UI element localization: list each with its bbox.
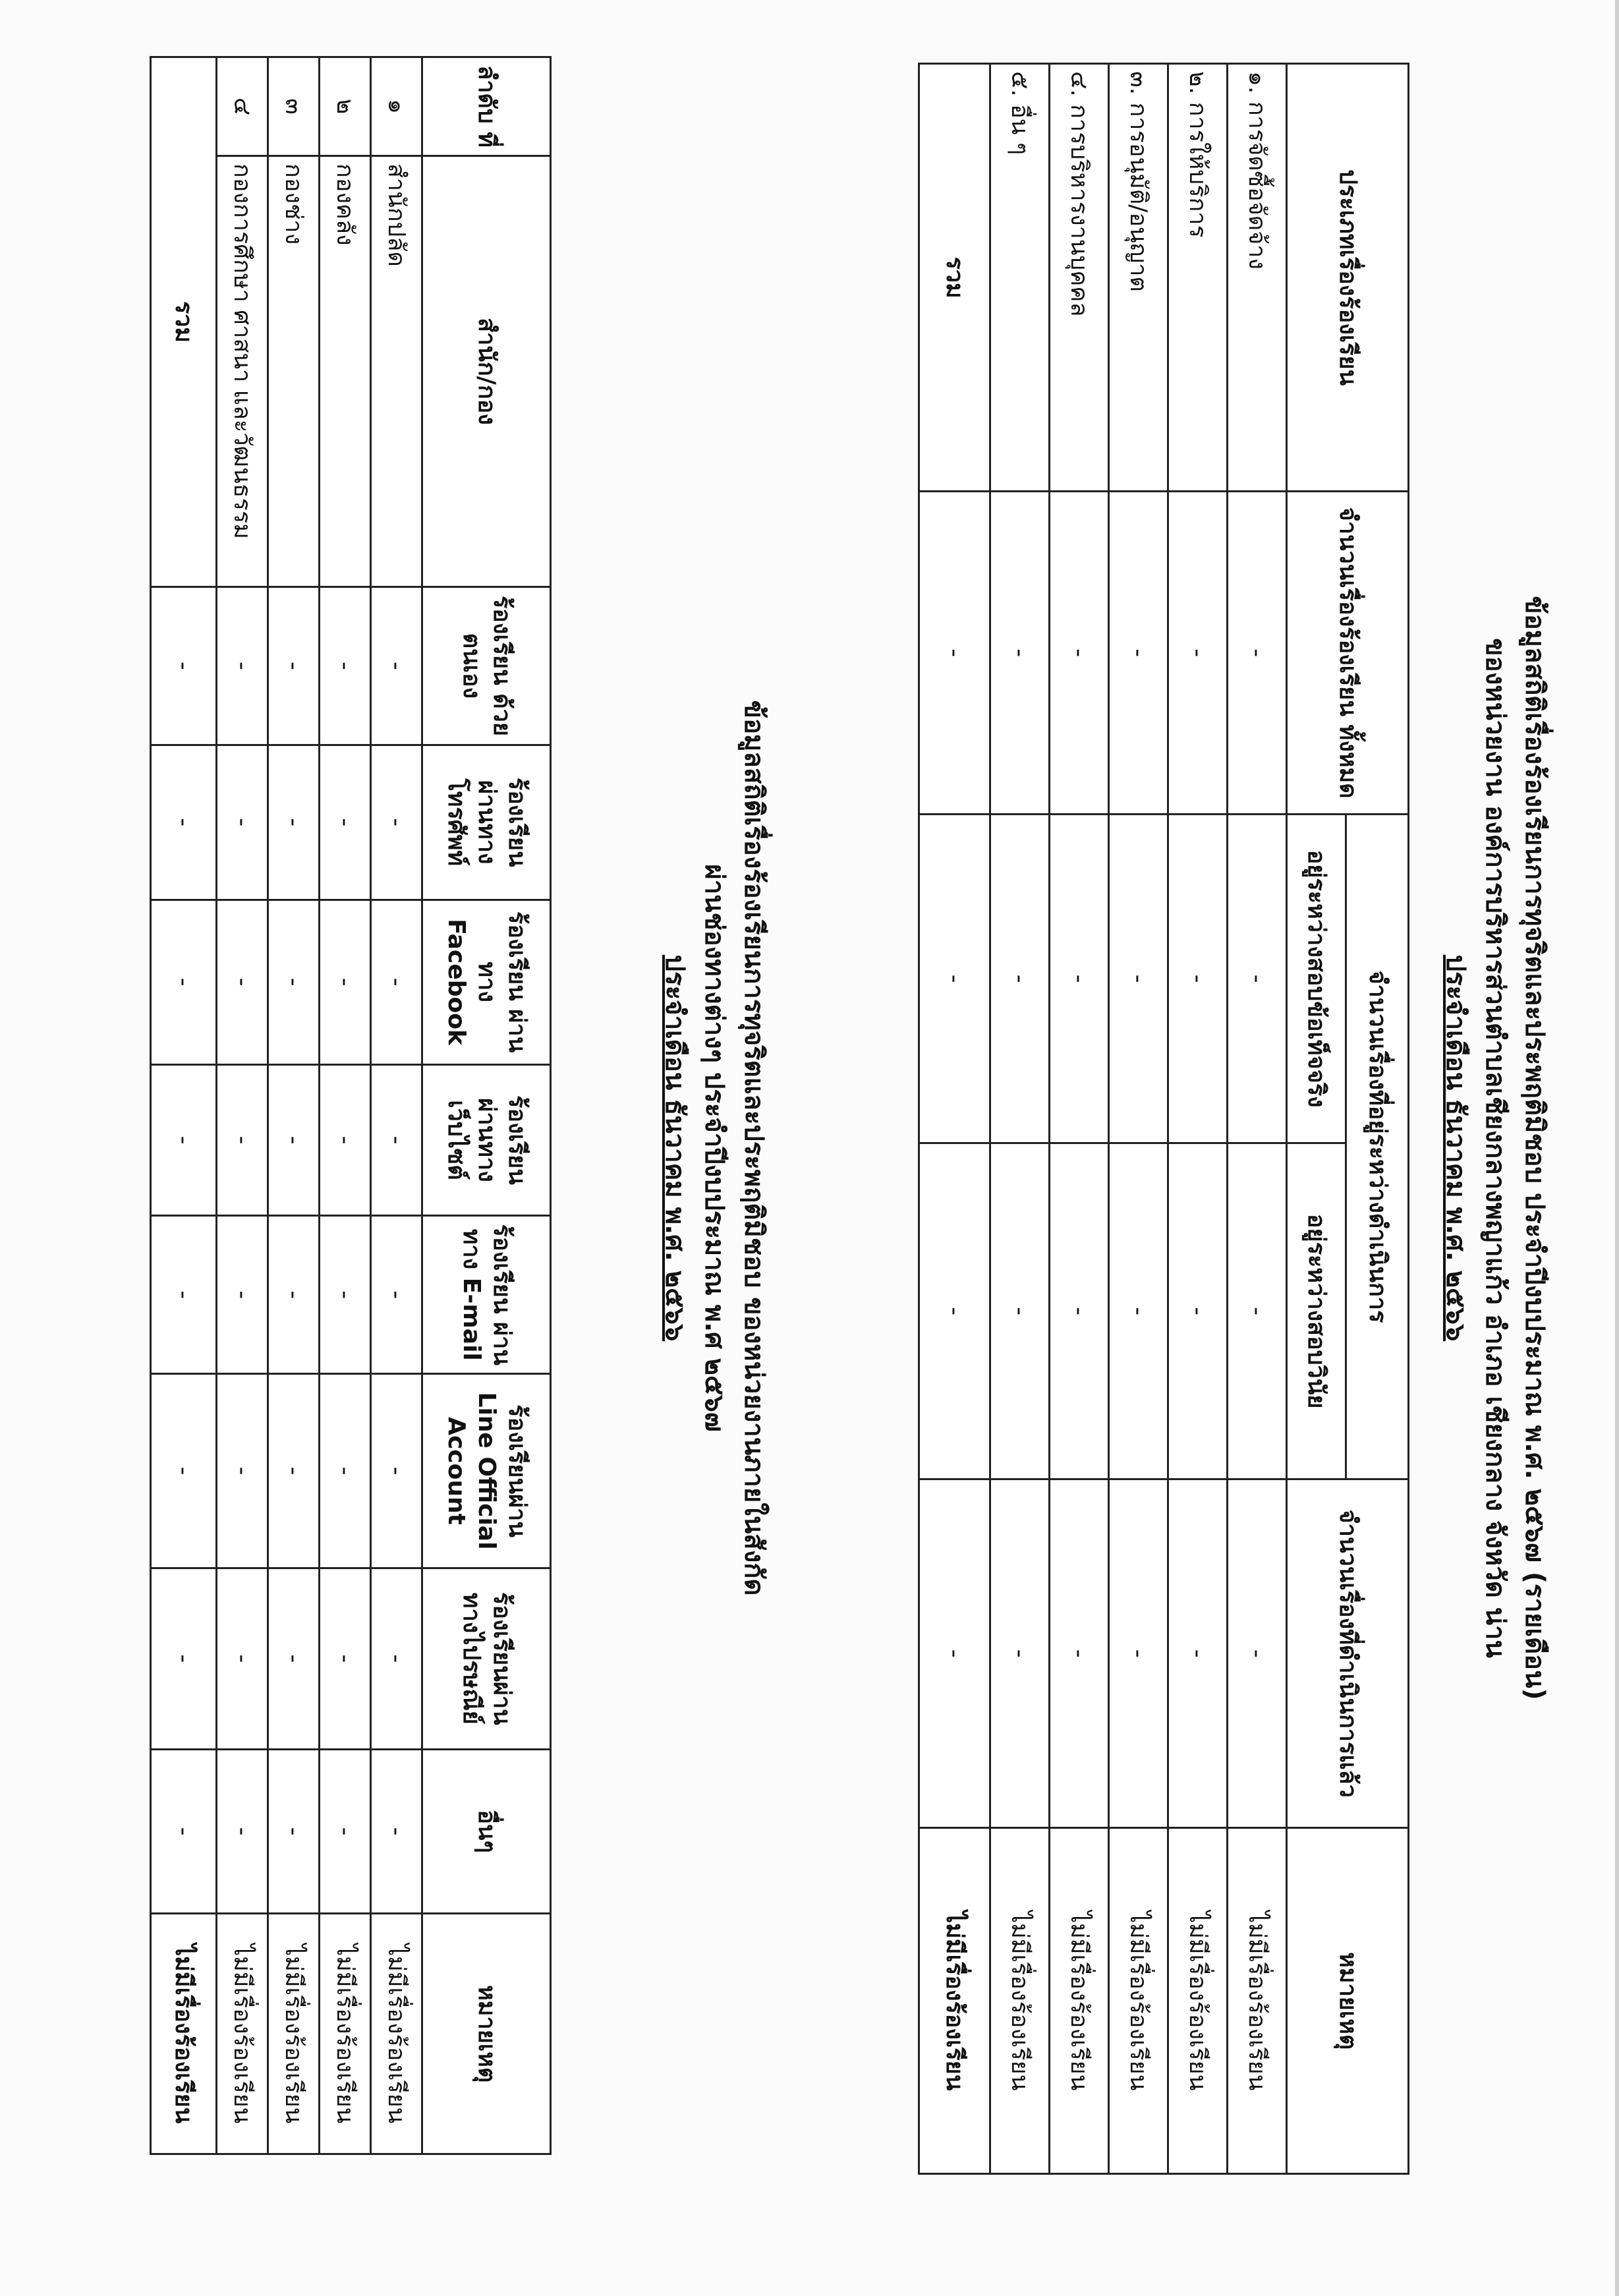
doc2-header-phone: ร้องเรียน ผ่านทาง โทรศัพท์ [422,745,551,900]
doc1-row-fact: - [1168,814,1228,1143]
doc2-row-phone: - [371,745,422,900]
doc2-row-other: - [217,1749,268,1914]
doc1-row-type: ๔. การบริหารงานบุคคล [1050,64,1109,492]
doc2-row-email: - [320,1216,371,1374]
table-total-row [151,57,217,2154]
doc2-header-no: ลำดับ ที่ [422,57,551,156]
doc1-row-total: - [1109,492,1168,815]
doc2-row-remark: ไม่มีเรื่องร้องเรียน [371,1914,422,2154]
doc1-row-discipline: - [990,1143,1050,1479]
doc2-row-other: - [320,1749,371,1914]
doc2-header-self: ร้องเรียน ด้วยตนเอง [422,587,551,745]
table-row [1109,64,1168,2174]
table-total-row [919,64,990,2174]
doc2-row-self: - [371,587,422,745]
doc2-row-line: - [371,1374,422,1568]
doc1-row-fact: - [1109,814,1168,1143]
doc2-row-post: - [268,1568,320,1749]
doc2-header-email: ร้องเรียน ผ่านทาง E-mail [422,1216,551,1374]
doc2-total-website: - [151,1064,217,1216]
doc2-total-other: - [151,1749,217,1914]
doc2-row-email: - [217,1216,268,1374]
doc2-row-other: - [371,1749,422,1914]
doc2-row-phone: - [268,745,320,900]
doc1-row-discipline: - [1050,1143,1109,1479]
doc1-row-done: - [1168,1479,1228,1827]
table-row [320,57,371,2154]
doc2-row-no: ๑ [371,57,422,156]
doc2-total-remark: ไม่มีเรื่องร้องเรียน [151,1914,217,2154]
doc1-row-total: - [1168,492,1228,815]
doc1-header-total: จำนวนเรื่องร้องเรียน ทั้งหมด [1287,492,1409,815]
doc1-row-remark: ไม่มีเรื่องร้องเรียน [1050,1828,1109,2174]
doc2-header-website: ร้องเรียน ผ่านทาง เว็บไซต์ [422,1064,551,1216]
doc2-row-remark: ไม่มีเรื่องร้องเรียน [320,1914,371,2154]
doc1-title-line2: ของหน่วยงาน องค์การบริหารส่วนตำบลเชียงกลางพญาแก้ว อำเภอ เชียงกลาง จังหวัด น่าน [1480,638,1510,1658]
doc2-row-dept: กองคลัง [320,156,371,587]
doc2-row-website: - [371,1064,422,1216]
table-row [1168,64,1228,2174]
doc1-row-fact: - [990,814,1050,1143]
doc1-total-discipline: - [919,1143,990,1479]
doc2-total-email: - [151,1216,217,1374]
doc1-total-fact: - [919,814,990,1143]
doc1-row-done: - [1228,1479,1287,1827]
doc1-total-total: - [919,492,990,815]
doc1-row-remark: ไม่มีเรื่องร้องเรียน [1109,1828,1168,2174]
doc2-header-facebook: ร้องเรียน ผ่านทาง Facebook [422,900,551,1064]
doc2-row-dept: กองการศึกษา ศาสนา และวัฒนธรรม [217,156,268,587]
doc1-row-done: - [990,1479,1050,1827]
doc1-row-total: - [1050,492,1109,815]
doc2-header-other: อื่นๆ [422,1749,551,1914]
doc2-row-self: - [268,587,320,745]
doc1-row-done: - [1050,1479,1109,1827]
doc2-row-no: ๒ [320,57,371,156]
doc2-row-phone: - [320,745,371,900]
doc2-row-remark: ไม่มีเรื่องร้องเรียน [268,1914,320,2154]
doc2-row-dept: กองช่าง [268,156,320,587]
doc2-row-remark: ไม่มีเรื่องร้องเรียน [217,1914,268,2154]
doc2-header-dept: สำนัก/กอง [422,156,551,587]
doc2-total-facebook: - [151,900,217,1064]
doc1-header-done: จำนวนเรื่องที่ดำเนินการแล้ว [1287,1479,1409,1827]
table-row [990,64,1050,2174]
doc2-row-facebook: - [268,900,320,1064]
scan-edge [1615,0,1619,2296]
doc1-total-done: - [919,1479,990,1827]
doc1-header-pending-fact: อยู่ระหว่างสอบข้อเท็จจริง [1287,814,1346,1143]
doc1-title-line1: ข้อมูลสถิติเรื่องร้องเรียนการทุจริตและประพฤติมิชอบ ประจำปีงบประมาณ พ.ศ. ๒๕๖๗ (รายเดือน) [1520,596,1550,1700]
doc2-header-remark: หมายเหตุ [422,1914,551,2154]
doc2-total-line: - [151,1374,217,1568]
doc1-row-type: ๓. การอนุมัติ/อนุญาต [1109,64,1168,492]
doc2-row-self: - [217,587,268,745]
doc1-row-discipline: - [1109,1143,1168,1479]
doc2-title-line1: ข้อมูลสถิติเรื่องร้องเรียนการทุจริตและประพฤติมิชอบ ของหน่วยงานภายในสังกัด [739,700,769,1596]
doc2-row-post: - [320,1568,371,1749]
doc1-row-type: ๑. การจัดซื้อจัดจ้าง [1228,64,1287,492]
doc2-row-email: - [371,1216,422,1374]
doc1-row-remark: ไม่มีเรื่องร้องเรียน [1228,1828,1287,2174]
doc2-title-line2: ผ่านช่องทางต่างๆ ประจำปีงบประมาณ พ.ศ ๒๕๖๗ [699,864,729,1432]
doc1-row-discipline: - [1228,1143,1287,1479]
doc1-row-remark: ไม่มีเรื่องร้องเรียน [1168,1828,1228,2174]
doc1-header-pending: จำนวนเรื่องที่อยู่ระหว่างดำเนินการ [1346,814,1409,1479]
doc1-header-type: ประเภทเรื่องร้องเรียน [1287,64,1409,492]
doc2-row-dept: สำนักปลัด [371,156,422,587]
doc2-total-phone: - [151,745,217,900]
doc2-row-facebook: - [320,900,371,1064]
doc1-row-fact: - [1228,814,1287,1143]
doc2-header-line: ร้องเรียนผ่าน Line Official Account [422,1374,551,1568]
doc1-row-fact: - [1050,814,1109,1143]
doc2-row-other: - [268,1749,320,1914]
doc1-title-line3: ประจำเดือน ธันวาคม พ.ศ. ๒๕๖๖ [1440,954,1471,1342]
doc2-row-post: - [371,1568,422,1749]
doc1-row-total: - [990,492,1050,815]
doc1-row-done: - [1109,1479,1168,1827]
doc2-row-no: ๔ [217,57,268,156]
doc2-row-facebook: - [371,900,422,1064]
doc2-row-website: - [320,1064,371,1216]
doc1-row-discipline: - [1168,1143,1228,1479]
table-row [1228,64,1287,2174]
table-row [217,57,268,2154]
doc2-row-line: - [268,1374,320,1568]
doc2-row-no: ๓ [268,57,320,156]
doc1-row-type: ๒. การให้บริการ [1168,64,1228,492]
doc2-row-facebook: - [217,900,268,1064]
doc2-table [150,56,552,2155]
doc2-total-self: - [151,587,217,745]
table-row [1050,64,1109,2174]
doc2-row-line: - [217,1374,268,1568]
doc1-row-type: ๕. อื่น ๆ [990,64,1050,492]
doc1-row-total: - [1228,492,1287,815]
doc1-header-remark: หมายเหตุ [1287,1828,1409,2174]
doc1-header-pending-discipline: อยู่ระหว่างสอบวินัย [1287,1143,1346,1479]
doc2-row-email: - [268,1216,320,1374]
doc2-title-line3: ประจำเดือน ธันวาคม พ.ศ. ๒๕๖๖ [660,954,690,1342]
table-row [371,57,422,2154]
doc2-row-line: - [320,1374,371,1568]
doc2-row-website: - [217,1064,268,1216]
doc2-row-post: - [217,1568,268,1749]
doc2-header-post: ร้องเรียนผ่าน ทางไปรษณีย์ [422,1568,551,1749]
doc1-total-remark: ไม่มีเรื่องร้องเรียน [919,1828,990,2174]
doc2-row-website: - [268,1064,320,1216]
doc1-table [918,63,1409,2175]
doc2-total-post: - [151,1568,217,1749]
doc1-total-label: รวม [919,64,990,492]
doc2-total-label: รวม [151,57,217,587]
doc1-row-remark: ไม่มีเรื่องร้องเรียน [990,1828,1050,2174]
doc2-row-phone: - [217,745,268,900]
doc2-row-self: - [320,587,371,745]
table-row [268,57,320,2154]
